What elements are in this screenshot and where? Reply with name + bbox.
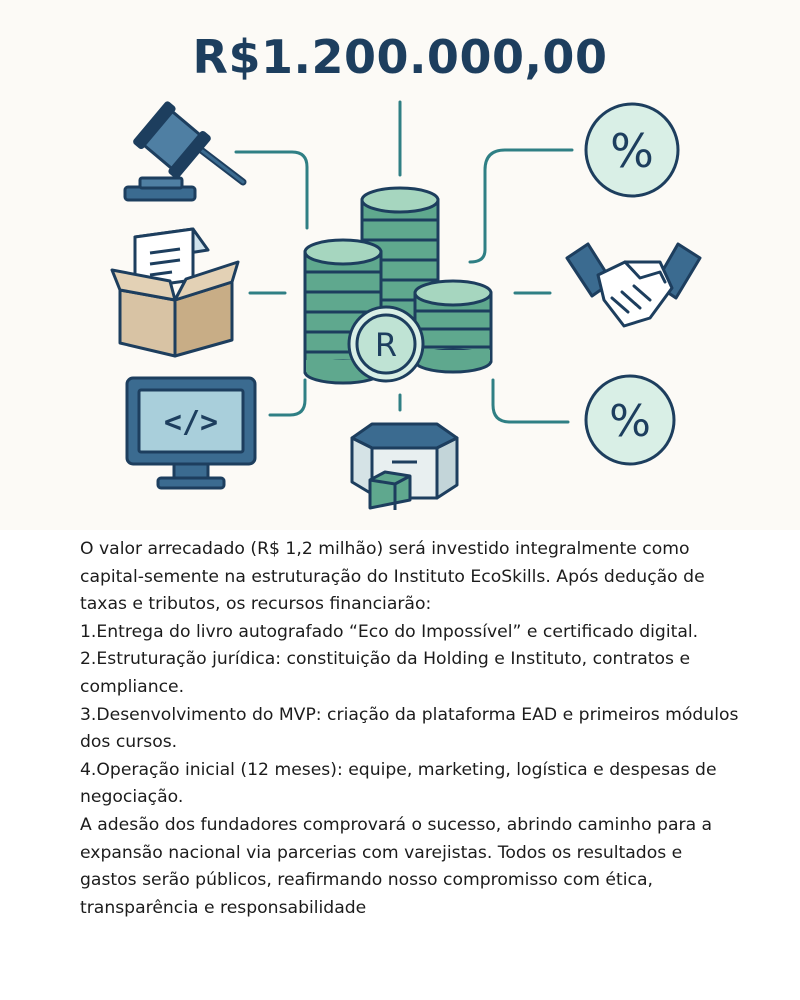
- gavel-icon: [125, 102, 243, 200]
- percent-symbol-bottom: %: [609, 396, 651, 447]
- handshake-icon: [567, 244, 700, 326]
- intro-paragraph: O valor arrecadado (R$ 1,2 milhão) será investido integralmente como capital-semente na estruturação do Instituto EcoSkills. Após dedução de taxas e tributos, os recursos financiarão:: [80, 539, 705, 615]
- closing-paragraph: A adesão dos fundadores comprovará o sucesso, abrindo caminho para a expansão nacional via parcerias com varejistas. Todos os resultados e gastos serão públicos, reafirmando nosso compromisso com ética, transparência e responsabilidade: [80, 814, 713, 918]
- description-text: [80, 536, 740, 922]
- list-item: 2.Estruturação jurídica: constituição da Holding e Instituto, contratos e compliance.: [80, 649, 691, 697]
- list-item: 3.Desenvolvimento do MVP: criação da plataforma EAD e primeiros módulos dos cursos.: [80, 704, 739, 753]
- code-symbol: </>: [163, 405, 219, 440]
- percent-symbol-top: %: [610, 124, 654, 178]
- coin-stack-right: [415, 281, 491, 372]
- list-item: 1.Entrega do livro autografado “Eco do Impossível” e certificado digital.: [80, 621, 699, 642]
- coin-symbol: R: [374, 326, 398, 364]
- raised-amount: R$1.200.000,00: [192, 30, 608, 84]
- coins-stack-icon: [305, 188, 491, 383]
- box-document-icon: [112, 229, 238, 356]
- package-icon: [352, 424, 457, 510]
- list-item: 4.Operação inicial (12 meses): equipe, marketing, logística e despesas de negociação.: [80, 759, 717, 808]
